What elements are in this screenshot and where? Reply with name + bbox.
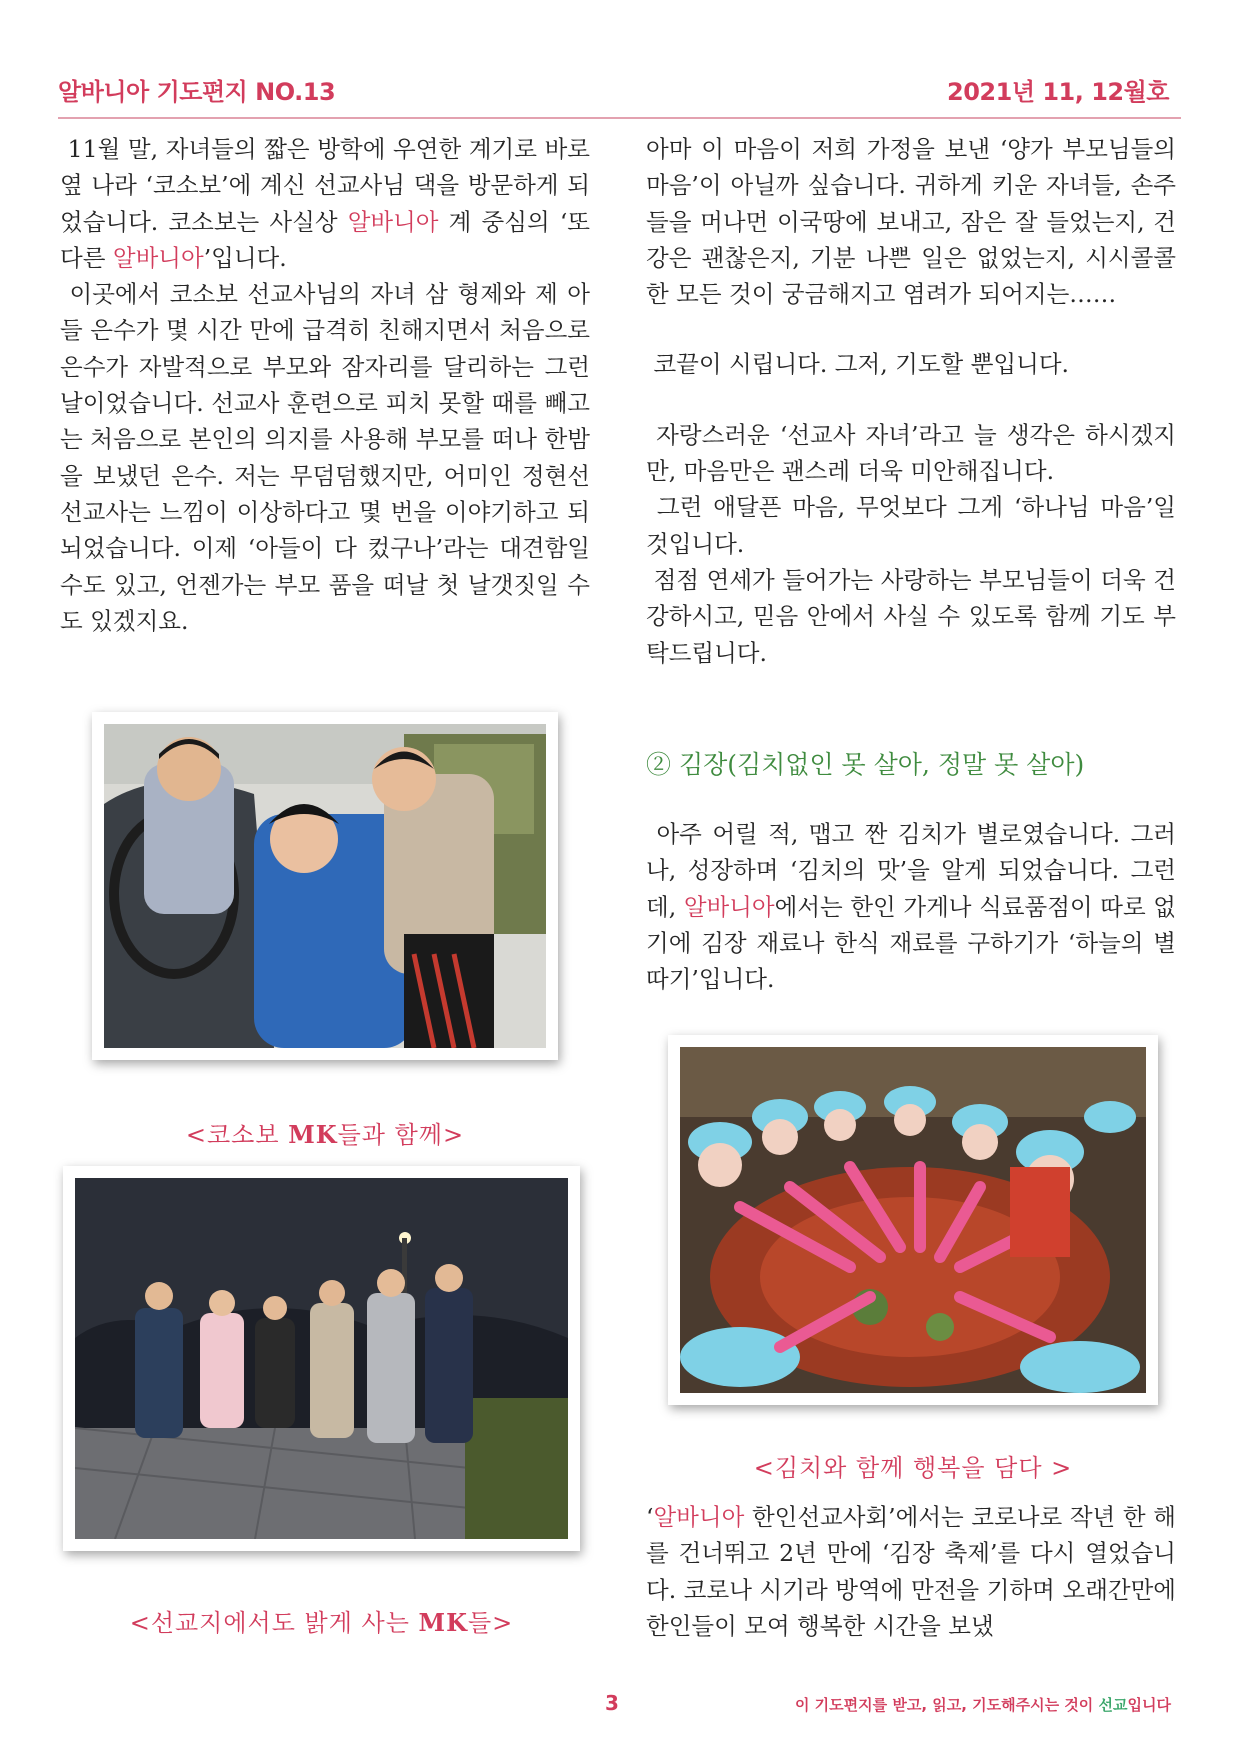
left-column [60, 131, 590, 639]
photo-caption: <선교지에서도 밝게 사는 MK들> [129, 1608, 514, 1637]
paragraph: 점점 연세가 들어가는 사랑하는 부모님들이 더욱 건강하시고, 믿음 안에서 사실 수 있도록 함께 기도 부탁드립니다. [646, 565, 1176, 667]
photo-kimjang [668, 1035, 1158, 1405]
photo-caption: <김치와 함께 행복을 담다 > [753, 1454, 1073, 1482]
header-divider [58, 117, 1181, 119]
right-column-middle [646, 816, 1176, 997]
page-number: 3 [605, 1691, 619, 1715]
paragraph: 아마 이 마음이 저희 가정을 보낸 ‘양가 부모님들의 마음’이 아닐까 싶습니다. 귀하게 키운 자녀들, 손주들을 머나먼 이국땅에 보내고, 잠은 잘 들었는지, 건강은 괜찮은지, 기분 나쁜 일은 없었는지, 시시콜콜한 모든 것이 궁금해지고 염려가 되어지는…… [646, 135, 1176, 309]
right-column-bottom [646, 1499, 1176, 1644]
paragraph: 자랑스러운 ‘선교사 자녀’라고 늘 생각은 하시겠지만, 마음만은 괜스레 더욱 미안해집니다. [646, 420, 1176, 486]
paragraph: 아주 어릴 적, 맵고 짠 김치가 별로였습니다. 그러나, 성장하며 ‘김치의 맛’을 알게 되었습니다. 그런데, 알바니아에서는 한인 가게나 식료품점이 따로 없기에 김장 재료나 한식 재료를 구하기가 ‘하늘의 별따기’입니다. [646, 820, 1176, 994]
paragraph: 코끝이 시립니다. 그저, 기도할 뿐입니다. [653, 350, 1069, 379]
paragraph: 그런 애달픈 마음, 무엇보다 그게 ‘하나님 마음’일 것입니다. [646, 493, 1176, 558]
footer-note: 이 기도편지를 받고, 읽고, 기도해주시는 것이 선교입니다 [794, 1696, 1171, 1714]
paragraph: 11월 말, 자녀들의 짧은 방학에 우연한 계기로 바로 옆 나라 ‘코소보’에 계신 선교사님 댁을 방문하게 되었습니다. 코소보는 사실상 알바니아 계 중심의 ‘또 다른 알바니아’입니다. [60, 135, 591, 272]
paragraph: 이곳에서 코소보 선교사님의 자녀 삼 형제와 제 아들 은수가 몇 시간 만에 급격히 친해지면서 처음으로 은수가 자발적으로 부모와 잠자리를 달리하는 그런 날이었습니다. 선교사 훈련으로 피치 못할 때를 빼고는 처음으로 본인의 의지를 사용해 부모를 떠나 한밤을 보냈던 은수. 저는 무덤덤했지만, 어미인 정현선 선교사는 느낌이 이상하다고 몇 번을 이야기하고 되뇌었습니다. 이제 ‘아들이 다 컸구나’라는 대견함일 수도 있고, 언젠가는 부모 품을 떠날 첫 날갯짓일 수도 있겠지요. [60, 280, 590, 635]
photo-caption: <코소보 MK들과 함께> [185, 1120, 465, 1149]
paragraph: ‘알바니아 한인선교사회’에서는 코로나로 작년 한 해를 건너뛰고 2년 만에 ‘김장 축제’를 다시 열었습니다. 코로나 시기라 방역에 만전을 기하며 오래간만에 한인들이 모여 행복한 시간을 보냈 [646, 1503, 1176, 1640]
photo-kosovo-mk [92, 712, 558, 1060]
newsletter-title: 알바니아 기도편지 NO.13 [58, 78, 336, 106]
right-column [646, 131, 1176, 671]
issue-date: 2021년 11, 12월호 [947, 78, 1169, 106]
photo-mk-night [63, 1166, 580, 1551]
section-heading: ② 김장(김치없인 못 살아, 정말 못 살아) [646, 750, 1085, 779]
